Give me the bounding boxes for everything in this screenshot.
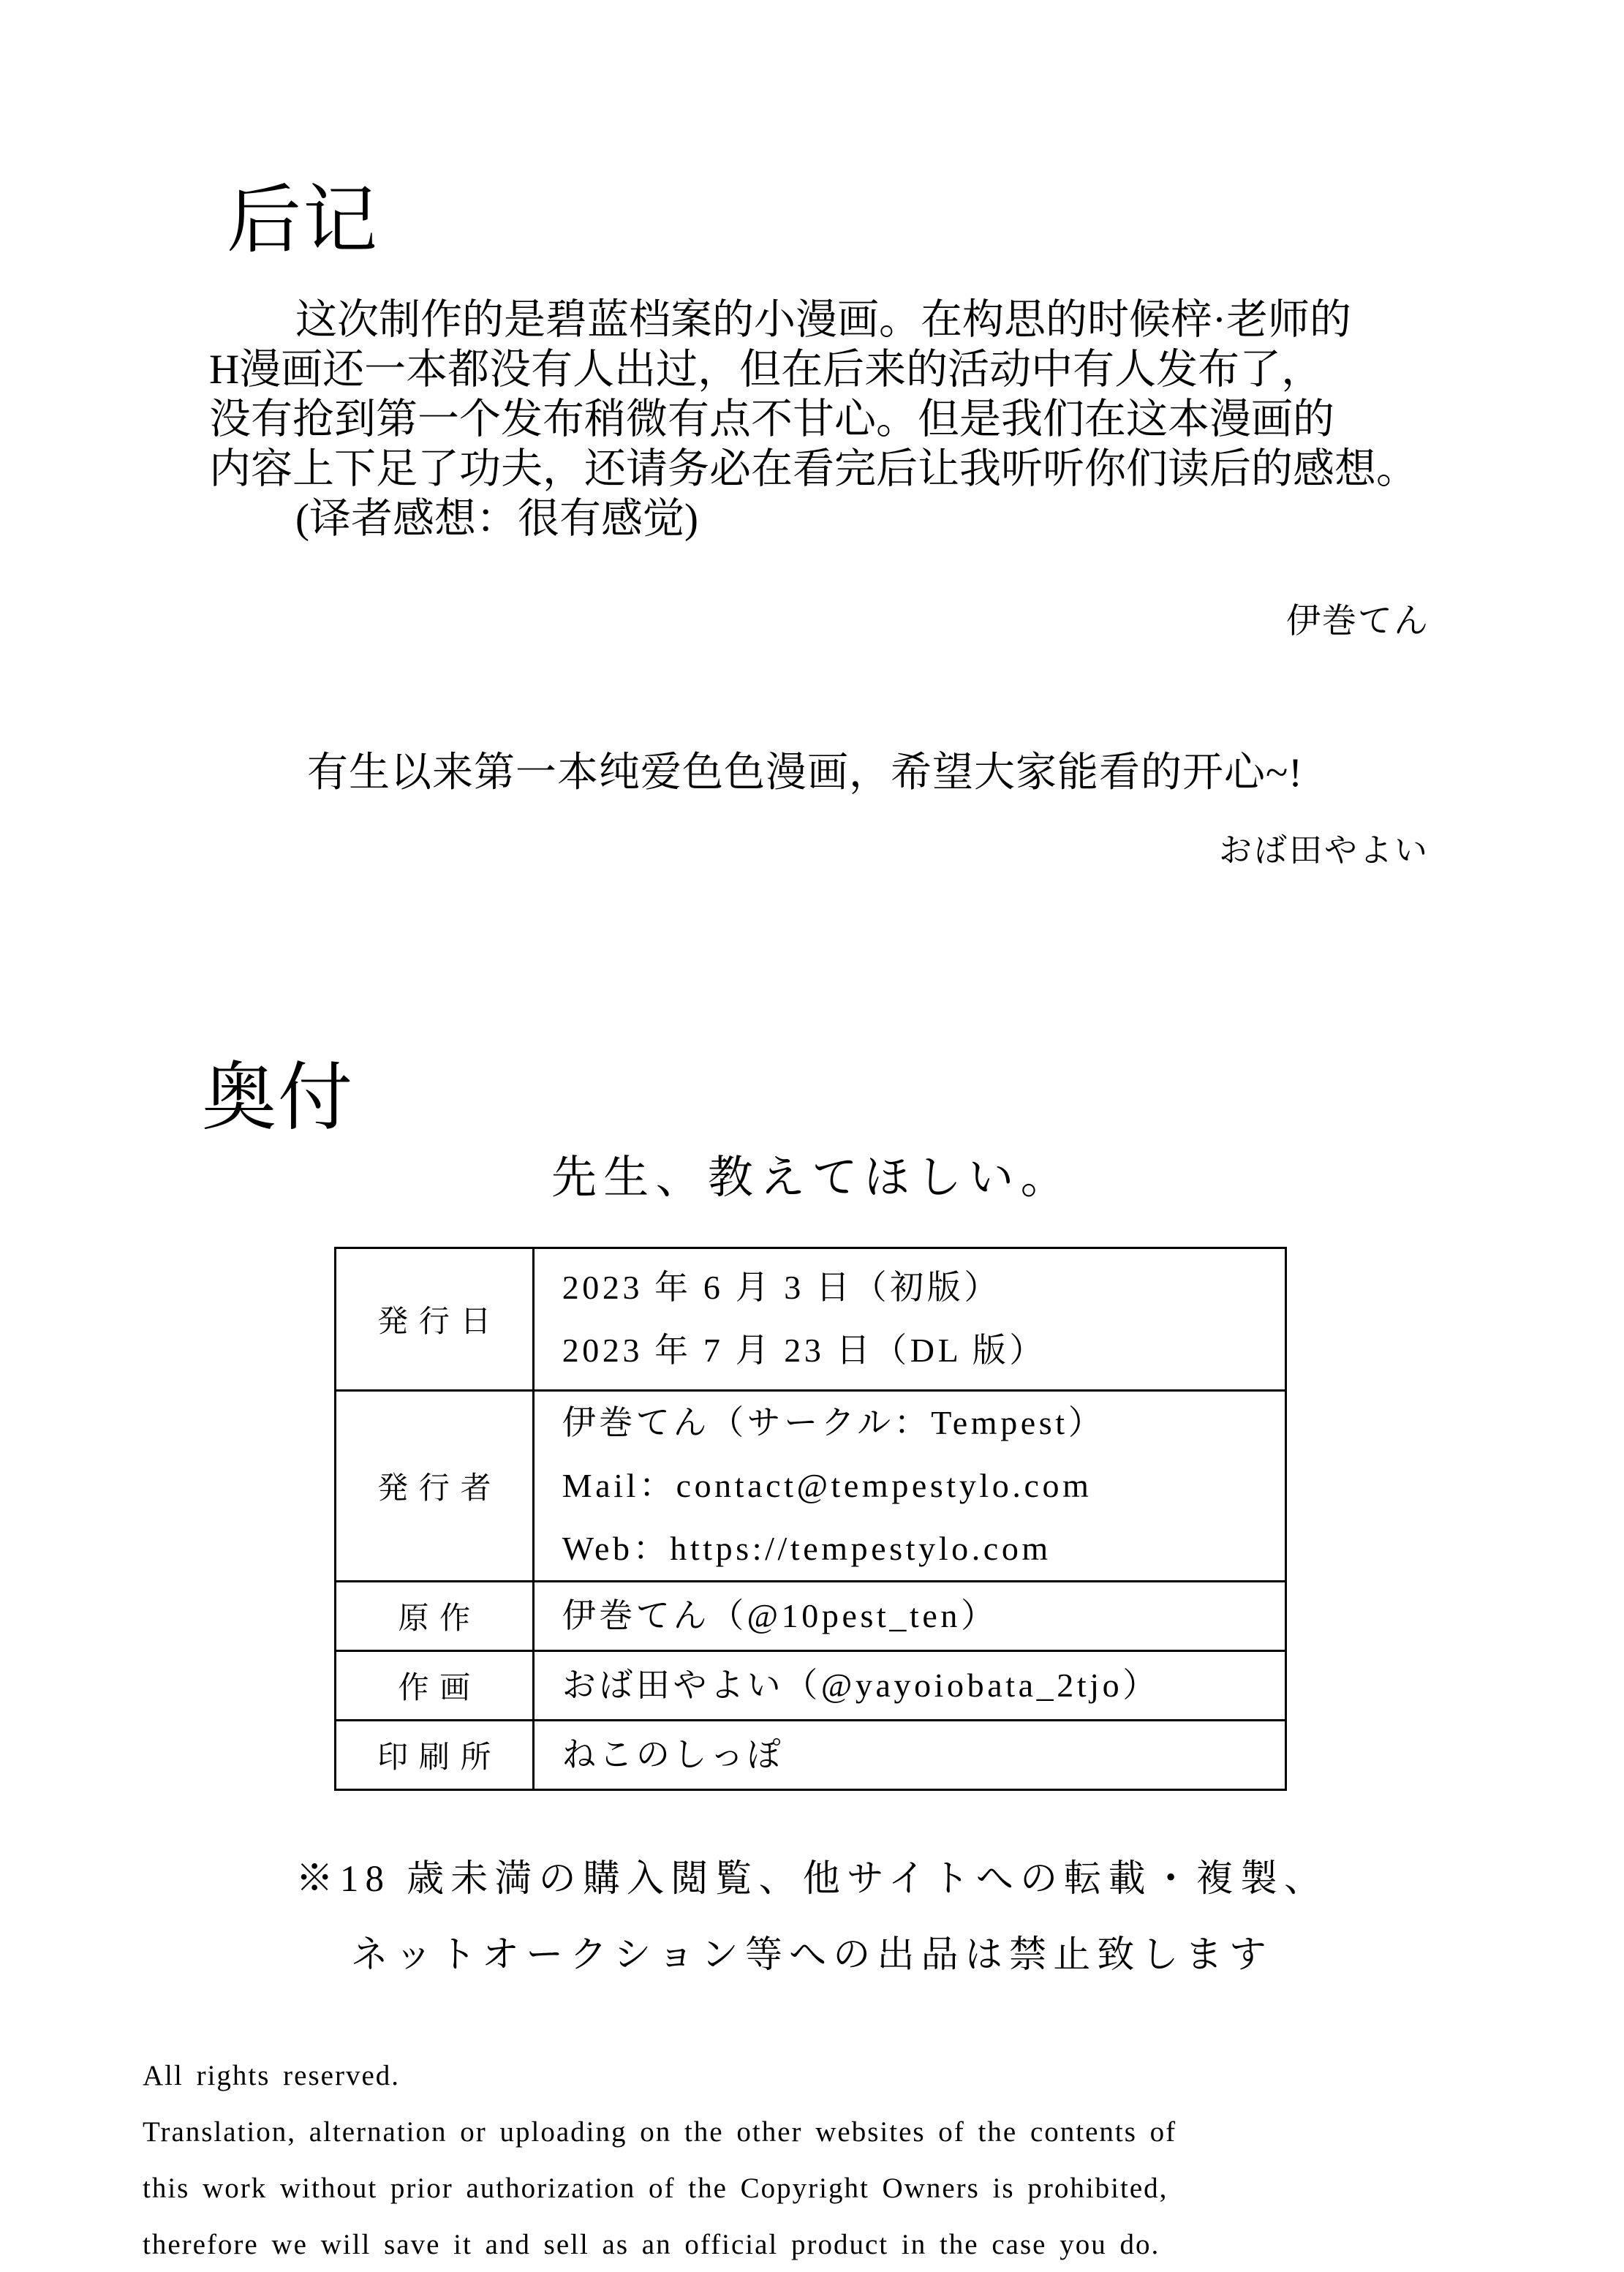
afterword-paragraph	[209, 295, 1467, 544]
paragraph-line: (译者感想：很有感觉)	[295, 496, 698, 542]
paragraph-line: 这次制作的是碧蓝档案的小漫画。在构思的时候梓·老师的	[295, 297, 1351, 343]
row-value	[533, 1651, 1285, 1721]
row-label: 作画	[336, 1651, 534, 1721]
value-stack	[562, 1392, 1285, 1580]
copyright-notice	[143, 2048, 1177, 2272]
value-stack	[562, 1585, 1285, 1648]
row-value	[533, 1582, 1285, 1651]
value-stack	[562, 1256, 1285, 1382]
row-label: 発行日	[336, 1248, 534, 1391]
work-title: 先生、教えてほしい。	[551, 1153, 1073, 1203]
table-row-illustrator	[336, 1651, 1286, 1721]
author-signature: 伊巻てん	[1286, 603, 1430, 641]
rights-line: therefore we will save it and sell as an official product in the case you do.	[143, 2229, 1160, 2260]
rights-line: All rights reserved.	[143, 2060, 401, 2091]
value-line: ねこのしっぽ	[562, 1736, 785, 1773]
row-value	[533, 1391, 1285, 1582]
value-stack	[562, 1724, 1285, 1786]
notice-line: ※18 歳未満の購入閲覧、他サイトへの転載・複製、	[295, 1859, 1329, 1900]
paragraph-line: 内容上下足了功夫，还请务必在看完后让我听听你们读后的感想。	[209, 446, 1418, 492]
row-label: 発行者	[336, 1391, 534, 1582]
row-label: 印刷所	[336, 1721, 534, 1790]
table-row-original-author	[336, 1582, 1286, 1651]
colophon-table	[334, 1247, 1287, 1791]
value-line: 伊巻てん（サークル：Tempest）	[562, 1404, 1106, 1441]
paragraph-line: H漫画还一本都没有人出过，但在后来的活动中有人发布了，	[209, 347, 1323, 393]
value-line: おば田やよい（@yayoiobata_2tjo）	[562, 1667, 1160, 1704]
value-line: Web：https://tempestylo.com	[562, 1530, 1051, 1567]
rights-line: Translation, alternation or uploading on the other websites of the contents of	[143, 2116, 1177, 2148]
afterword-title: 后记	[227, 180, 379, 263]
value-line: 伊巻てん（@10pest_ten）	[562, 1597, 998, 1634]
table-row-printer	[336, 1721, 1286, 1790]
age-restriction-notice	[0, 1841, 1624, 1993]
paragraph-line: 没有抢到第一个发布稍微有点不甘心。但是我们在这本漫画的	[209, 396, 1334, 442]
rights-line: this work without prior authorization of the Copyright Owners is prohibited,	[143, 2173, 1168, 2204]
value-stack	[562, 1654, 1285, 1717]
table-row-publisher	[336, 1391, 1286, 1582]
notice-line: ネットオークション等への出品は禁止致します	[350, 1935, 1274, 1976]
artist-message: 有生以来第一本纯爱色色漫画，希望大家能看的开心~!	[307, 750, 1303, 796]
row-label: 原作	[336, 1582, 534, 1651]
value-line: 2023 年 7 月 23 日（DL 版）	[562, 1332, 1046, 1369]
row-value	[533, 1248, 1285, 1391]
value-line: 2023 年 6 月 3 日（初版）	[562, 1269, 1001, 1306]
colophon-title: 奥付	[202, 1057, 354, 1140]
table-row-publication-date	[336, 1248, 1286, 1391]
row-value	[533, 1721, 1285, 1790]
artist-signature: おば田やよい	[1218, 832, 1430, 869]
value-line: Mail：contact@tempestylo.com	[562, 1467, 1092, 1504]
